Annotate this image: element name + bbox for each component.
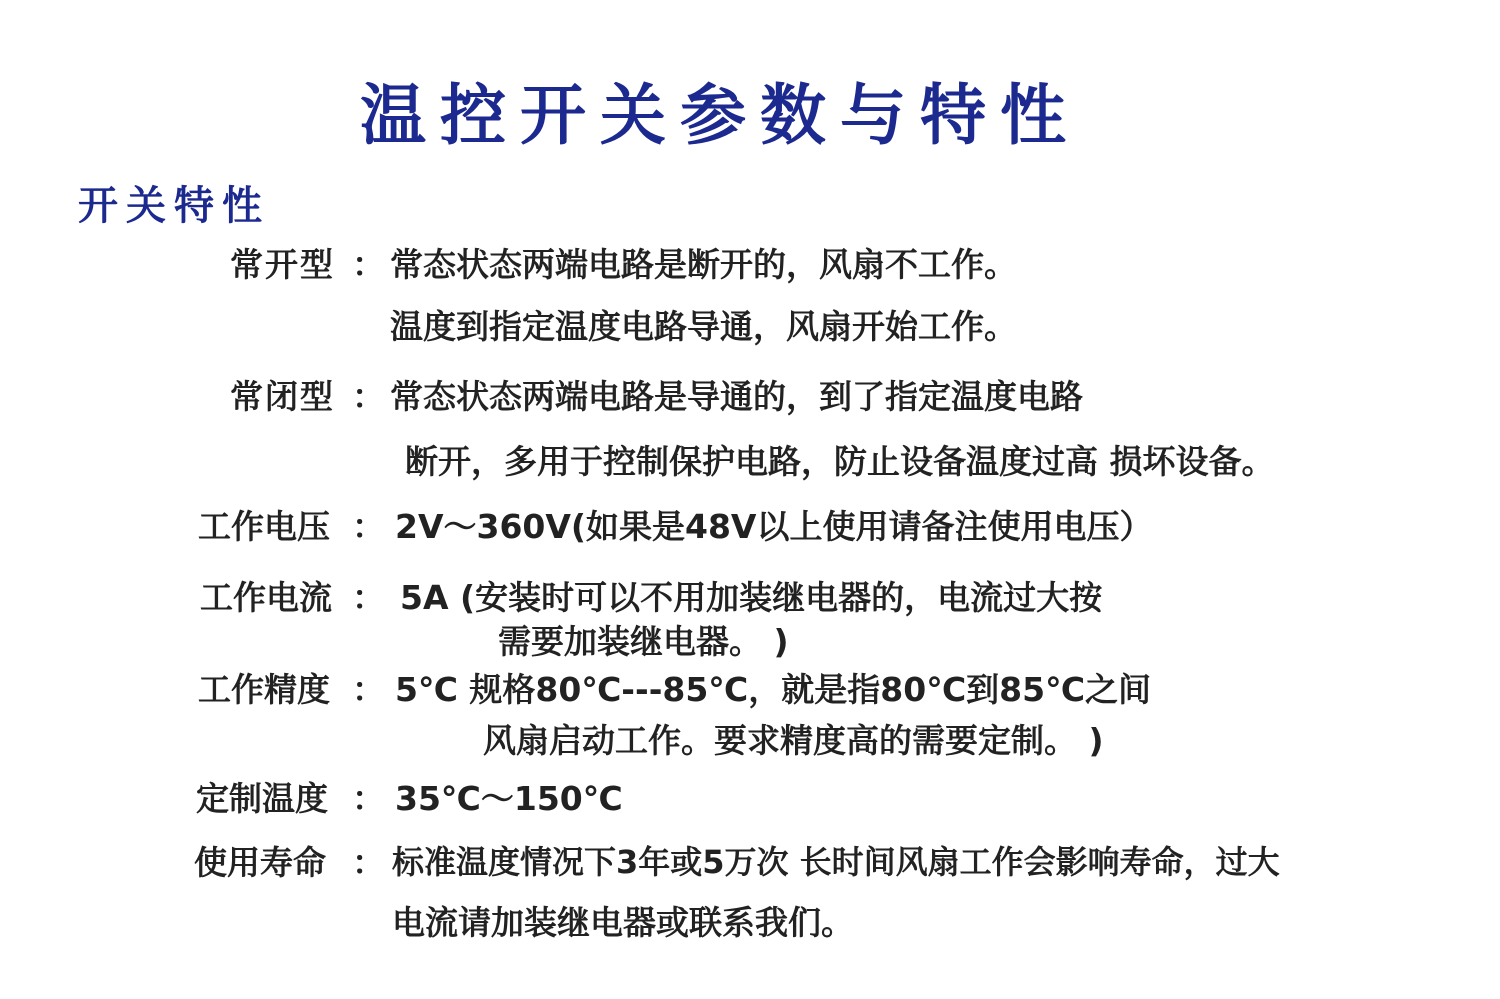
custom-temp-text: 35℃～150℃ <box>395 779 623 818</box>
precision-text-line1: 5℃ 规格80℃---85℃，就是指80℃到85℃之间 <box>395 670 1152 709</box>
precision-label: 工作精度 <box>198 670 330 709</box>
normally-closed-label: 常闭型 <box>230 377 335 416</box>
normally-open-label: 常开型 <box>230 245 335 284</box>
lifespan-text-line2: 电流请加装继电器或联系我们。 <box>392 903 854 942</box>
voltage-text: 2V～360V(如果是48V以上使用请备注使用电压） <box>395 507 1153 546</box>
section-title: 开关特性 <box>78 183 270 229</box>
normally-open-text-line1: 常态状态两端电路是断开的，风扇不工作。 <box>390 245 1017 284</box>
colon: ： <box>352 670 385 709</box>
colon: ： <box>352 578 385 617</box>
current-text-line2: 需要加装继电器。 ) <box>498 622 789 661</box>
normally-open-text-line2: 温度到指定温度电路导通，风扇开始工作。 <box>390 307 1017 346</box>
normally-closed-text-line1: 常态状态两端电路是导通的，到了指定温度电路 <box>390 377 1083 416</box>
custom-temp-label: 定制温度 <box>196 779 328 818</box>
page-title: 温控开关参数与特性 <box>360 77 1080 154</box>
current-label: 工作电流 <box>200 578 332 617</box>
voltage-label: 工作电压 <box>198 507 330 546</box>
current-text-line1: 5A (安装时可以不用加装继电器的，电流过大按 <box>400 578 1103 617</box>
precision-text-line2: 风扇启动工作。要求精度高的需要定制。 ) <box>483 721 1104 760</box>
colon: ： <box>352 843 385 882</box>
colon: ： <box>352 507 385 546</box>
normally-closed-text-line2: 断开，多用于控制保护电路，防止设备温度过高 损坏设备。 <box>405 442 1275 481</box>
colon: ： <box>352 245 385 284</box>
lifespan-label: 使用寿命 <box>194 843 326 882</box>
lifespan-text-line1: 标准温度情况下3年或5万次 长时间风扇工作会影响寿命，过大 <box>392 843 1280 881</box>
colon: ： <box>352 779 385 818</box>
colon: ： <box>352 377 385 416</box>
